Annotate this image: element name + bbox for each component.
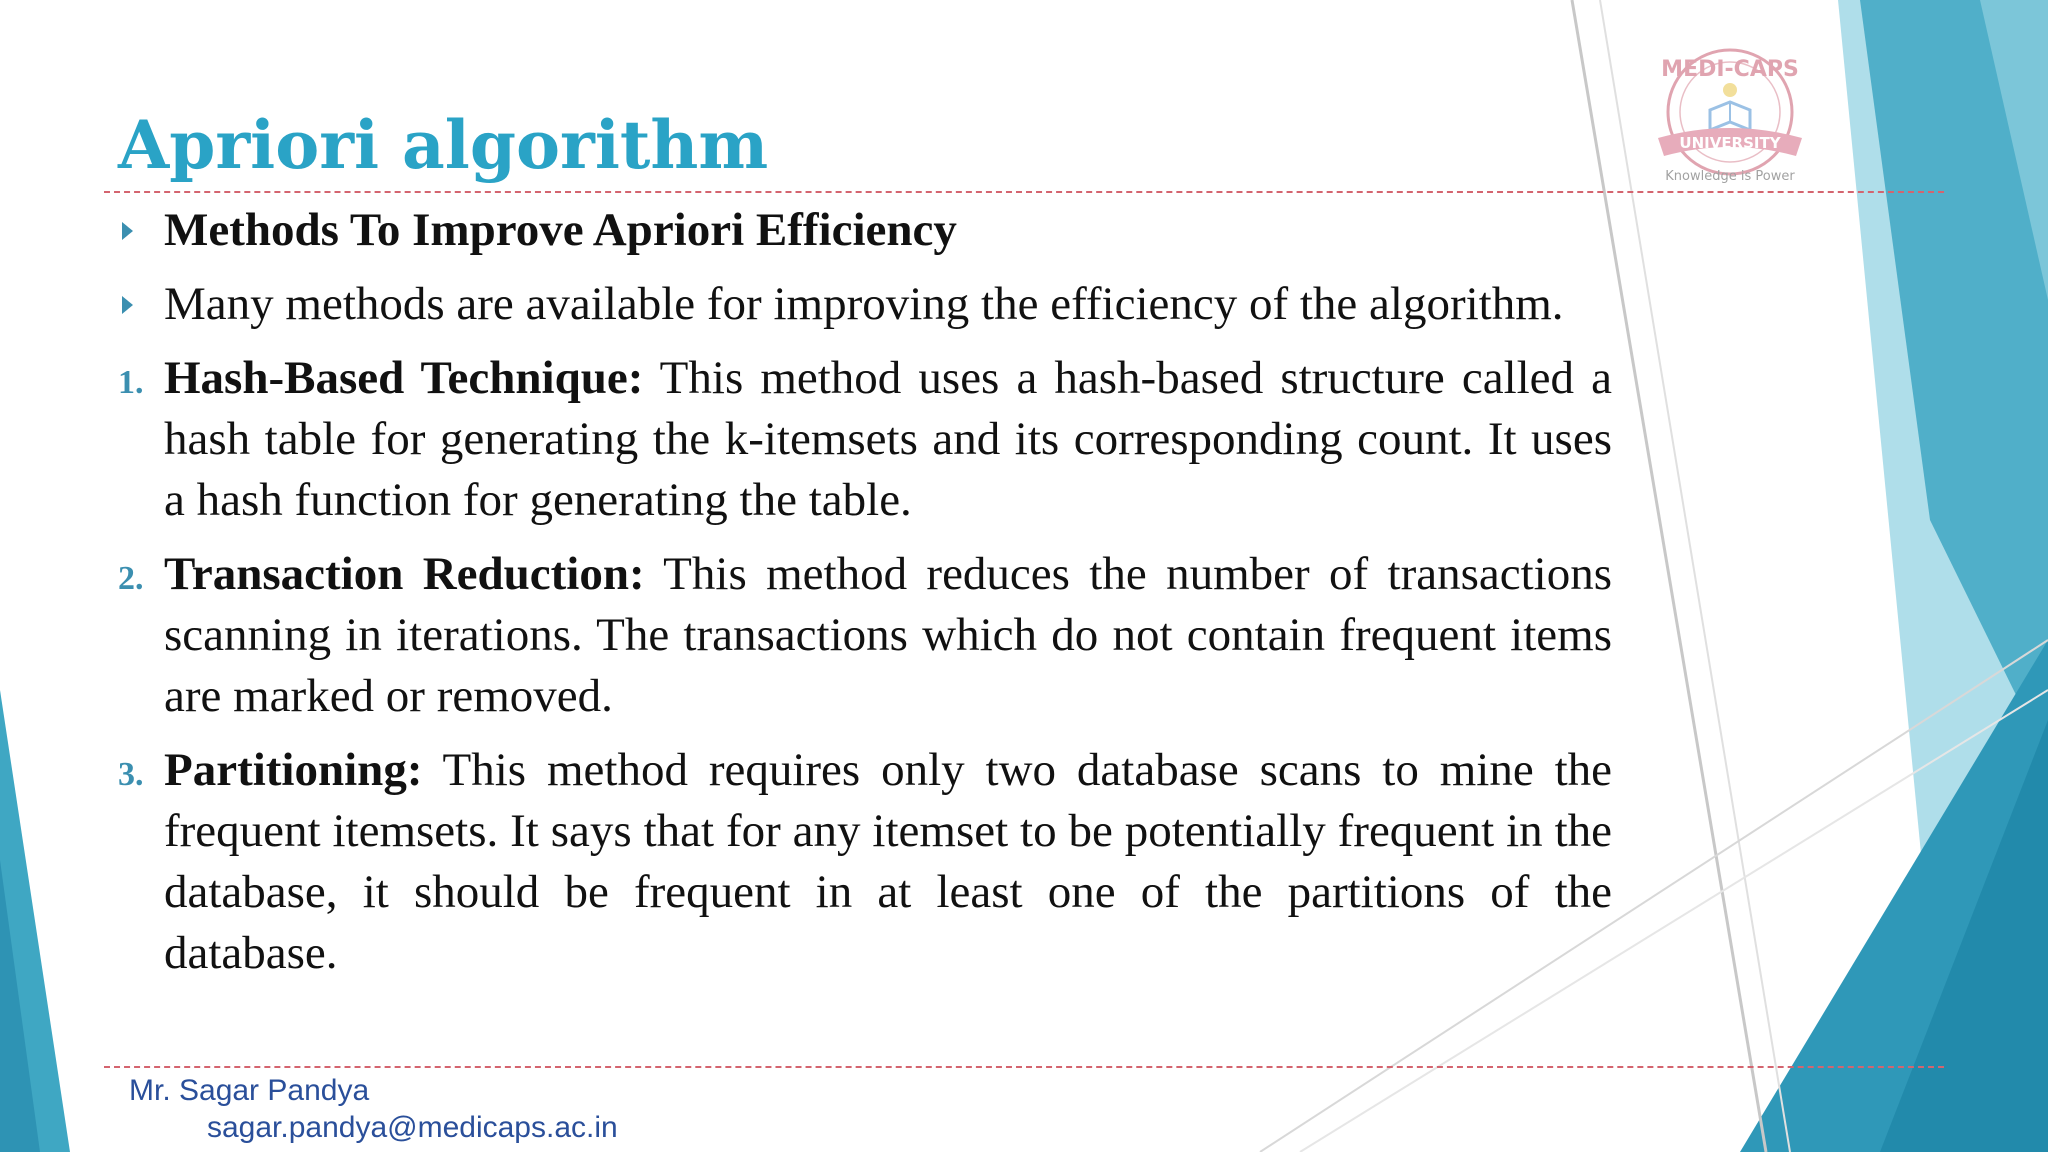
slide-title: Apriori algorithm (118, 106, 769, 184)
item-text: This method requires only two database scans to mine the frequent itemsets. It says that for any itemset to be potentially frequent in the database, it should be frequent in at least one of the partitions of the database. (164, 744, 1612, 979)
bottom-divider (104, 1066, 1944, 1068)
logo-tagline: Knowledge is Power (1665, 169, 1795, 184)
item-heading: Hash-Based Technique: (164, 352, 644, 404)
footer-email: sagar.pandya@medicaps.ac.in (207, 1111, 618, 1144)
logo-name-text: MEDI-CAPS (1661, 57, 1799, 82)
item-text: Many methods are available for improving the efficiency of the algorithm. (164, 278, 1564, 330)
slide-content (112, 200, 1612, 997)
item-heading: Partitioning: (164, 744, 423, 796)
list-item (112, 740, 1612, 984)
logo-ribbon-text: UNIVERSITY (1679, 134, 1781, 152)
list-item (112, 348, 1612, 531)
item-number: 1. (118, 364, 144, 401)
item-text: This method uses a hash-based structure called a hash table for generating the k-itemsets and its corresponding count. It uses a hash function for generating the table. (164, 352, 1613, 526)
top-divider (104, 191, 1944, 193)
bullet-arrow-icon (112, 274, 158, 335)
item-heading: Methods To Improve Apriori Efficiency (164, 204, 957, 256)
university-logo (1618, 30, 1838, 190)
footer-author: Mr. Sagar Pandya (129, 1074, 370, 1107)
list-item (112, 200, 1612, 261)
item-heading: Transaction Reduction: (164, 548, 645, 600)
list-item (112, 274, 1612, 335)
bullet-arrow-icon (112, 200, 158, 261)
list-item (112, 544, 1612, 727)
item-number: 3. (118, 756, 144, 793)
item-number: 2. (118, 560, 144, 597)
item-text: This method reduces the number of transactions scanning in iterations. The transactions which do not contain frequent items are marked or removed. (164, 548, 1613, 722)
